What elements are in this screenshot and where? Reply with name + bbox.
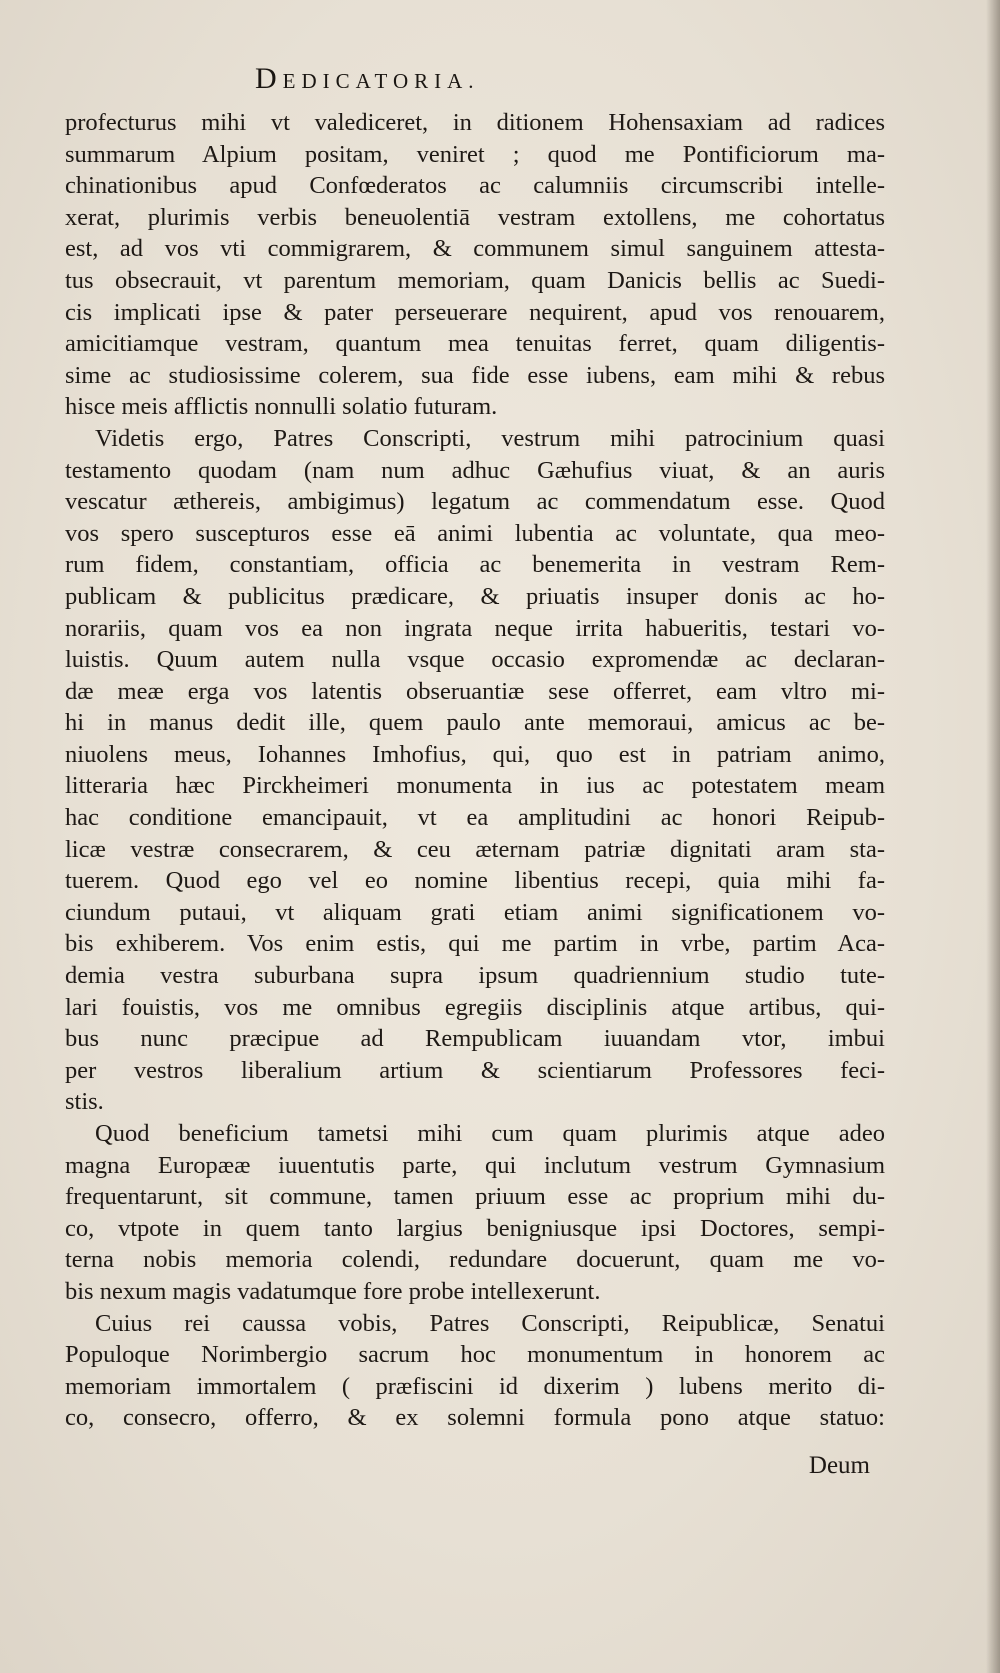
text-line: tuerem. Quod ego vel eo nomine libentius recepi, quia mihi fa- xyxy=(65,867,885,895)
text-line: sime ac studiosissime colerem, sua fide esse iubens, eam mihi & rebus xyxy=(65,361,885,389)
text-line: co, vtpote in quem tanto largius benigniusque ipsi Doctores, sempi- xyxy=(65,1214,885,1242)
text-line: frequentarunt, sit commune, tamen priuum esse ac proprium mihi du- xyxy=(65,1183,885,1211)
text-line: tus obsecrauit, vt parentum memoriam, quam Danicis bellis ac Suedi- xyxy=(65,266,885,294)
catchword: Deum xyxy=(808,1452,870,1479)
text-line: norariis, quam vos ea non ingrata neque irrita habueritis, testari vo- xyxy=(65,614,885,642)
text-line: per vestros liberalium artium & scientiarum Professores feci- xyxy=(65,1056,885,1084)
running-head xyxy=(255,62,675,96)
text-line: Videtis ergo, Patres Conscripti, vestrum mihi patrocinium quasi xyxy=(95,424,885,452)
text-line: niuolens meus, Iohannes Imhofius, qui, quo est in patriam animo, xyxy=(65,740,885,768)
text-line: luistis. Quum autem nulla vsque occasio expromendæ ac declaran- xyxy=(65,646,885,674)
text-line: litteraria hæc Pirckheimeri monumenta in ius ac potestatem meam xyxy=(65,772,885,800)
text-line: vescatur æthereis, ambigimus) legatum ac commendatum esse. Quod xyxy=(65,488,885,516)
text-line: bis nexum magis vadatumque fore probe intellexerunt. xyxy=(65,1277,601,1305)
text-line: demia vestra suburbana supra ipsum quadriennium studio tute- xyxy=(65,962,885,990)
running-head-rest: EDICATORIA. xyxy=(282,69,480,93)
running-head-initial: D xyxy=(255,62,283,95)
text-line: hac conditione emancipauit, vt ea amplitudini ac honori Reipub- xyxy=(65,804,885,832)
text-line: licæ vestræ consecrarem, & ceu æternam patriæ dignitati aram sta- xyxy=(65,835,885,863)
text-line: Cuius rei caussa vobis, Patres Conscripti, Reipublicæ, Senatui xyxy=(95,1309,885,1337)
text-line: terna nobis memoria colendi, redundare docuerunt, quam me vo- xyxy=(65,1246,885,1274)
text-line: bis exhiberem. Vos enim estis, qui me partim in vrbe, partim Aca- xyxy=(65,930,885,958)
text-line: magna Europææ iuuentutis parte, qui inclutum vestrum Gymnasium xyxy=(65,1151,885,1179)
text-line: dæ meæ erga vos latentis obseruantiæ sese offerret, eam vltro mi- xyxy=(65,677,885,705)
text-line: summarum Alpium positam, veniret ; quod me Pontificiorum ma- xyxy=(65,140,885,168)
text-line: profecturus mihi vt valediceret, in ditionem Hohensaxiam ad radices xyxy=(65,109,885,136)
text-line: publicam & publicitus prædicare, & priuatis insuper donis ac ho- xyxy=(65,582,885,610)
text-line: Populoque Norimbergio sacrum hoc monumentum in honorem ac xyxy=(65,1341,885,1369)
text-line: bus nunc præcipue ad Rempublicam iuuandam vtor, imbui xyxy=(65,1025,885,1053)
page-edge-shadow xyxy=(986,0,1000,1673)
text-line: testamento quodam (nam num adhuc Gæhufius viuat, & an auris xyxy=(65,456,885,484)
text-line: ciundum putaui, vt aliquam grati etiam animi significationem vo- xyxy=(65,898,885,926)
text-line: xerat, plurimis verbis beneuolentiā vestram extollens, me cohortatus xyxy=(65,203,885,231)
text-line: rum fidem, constantiam, officia ac benemerita in vestram Rem- xyxy=(65,551,885,579)
text-line: memoriam immortalem ( præfiscini id dixerim ) lubens merito di- xyxy=(65,1372,885,1400)
text-line: stis. xyxy=(65,1088,104,1116)
text-line: chinationibus apud Confœderatos ac calumniis circumscribi intelle- xyxy=(65,172,885,200)
text-line: co, consecro, offerro, & ex solemni formula pono atque statuo: xyxy=(65,1404,885,1432)
text-line: hisce meis afflictis nonnulli solatio futuram. xyxy=(65,393,498,421)
body-text xyxy=(65,107,885,1434)
text-line: amicitiamque vestram, quantum mea tenuitas ferret, quam diligentis- xyxy=(65,330,885,358)
text-line: est, ad vos vti commigrarem, & communem simul sanguinem attesta- xyxy=(65,235,885,263)
text-line: hi in manus dedit ille, quem paulo ante memoraui, amicus ac be- xyxy=(65,709,885,737)
text-line: cis implicati ipse & pater perseuerare nequirent, apud vos renouarem, xyxy=(65,298,885,326)
text-line: Quod beneficium tametsi mihi cum quam plurimis atque adeo xyxy=(95,1120,885,1147)
text-line: lari fouistis, vos me omnibus egregiis disciplinis atque artibus, qui- xyxy=(65,993,885,1021)
text-line: vos spero suscepturos esse eā animi lubentia ac voluntate, qua meo- xyxy=(65,519,885,547)
